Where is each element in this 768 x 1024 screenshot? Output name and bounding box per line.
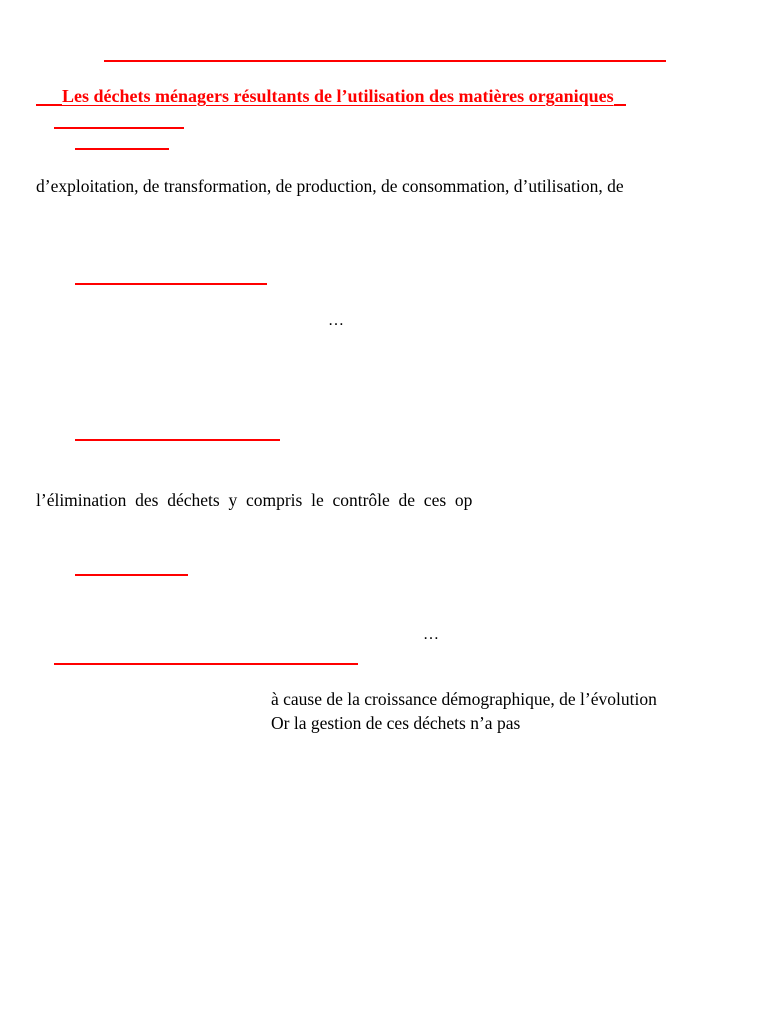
paragraph-2: l’élimination des déchets y compris le contrôle de ces op xyxy=(36,490,473,510)
title-underline-lead xyxy=(36,86,62,106)
title-underline-tail xyxy=(614,86,626,106)
red-rule-7 xyxy=(54,663,358,665)
ellipsis-1: … xyxy=(328,312,344,329)
red-rule-2 xyxy=(54,127,184,129)
red-rule-5 xyxy=(75,439,280,441)
red-rule-6 xyxy=(75,574,188,576)
title-text: Les déchets ménagers résultants de l’utilisation des matières organiques xyxy=(62,86,614,106)
ellipsis-2: … xyxy=(423,626,439,643)
paragraph-3-line-1: à cause de la croissance démographique, de l’évolution xyxy=(271,689,657,709)
top-red-rule xyxy=(104,60,666,62)
red-rule-4 xyxy=(75,283,267,285)
paragraph-1: d’exploitation, de transformation, de production, de consommation, d’utilisation, de xyxy=(36,176,624,196)
red-rule-3 xyxy=(75,148,169,150)
paragraph-3-line-2: Or la gestion de ces déchets n’a pas xyxy=(271,713,521,733)
document-title xyxy=(36,86,626,107)
